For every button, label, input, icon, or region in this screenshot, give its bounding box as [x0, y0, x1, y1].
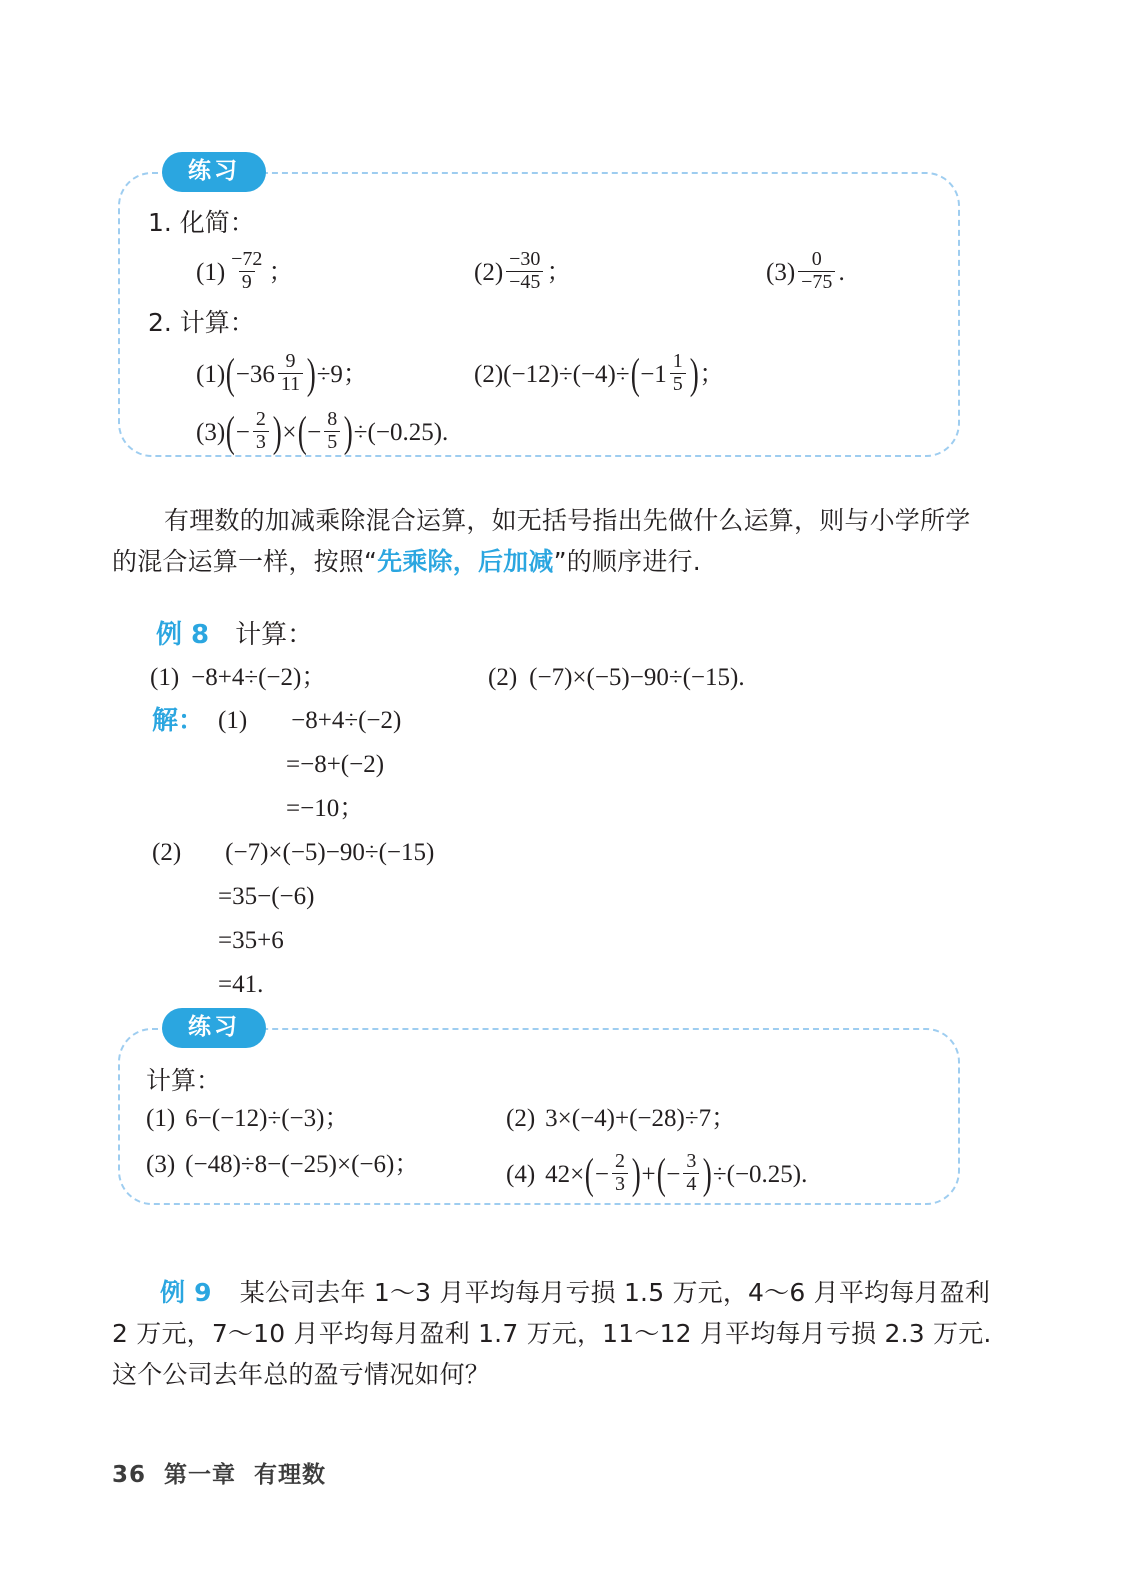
- example8-solution-line-1: [218, 708, 401, 733]
- expression: 6−(−12)÷(−3)；: [185, 1105, 350, 1132]
- example8-solution-line-7: [218, 972, 263, 997]
- expression: (−7)×(−5)−90÷(−15).: [529, 664, 745, 691]
- example9-line-2: 2 万元，7～10 月平均每月盈利 1.7 万元，11～12 月平均每月亏损 2.3 万元.: [112, 1319, 992, 1348]
- item-number: (1): [196, 360, 226, 388]
- practice1-q2-label: [148, 310, 255, 335]
- practice1-q1-item-1: [196, 250, 293, 294]
- practice-badge: 练习: [162, 152, 266, 192]
- fraction-denominator: 3: [612, 1173, 628, 1196]
- fraction-sign: −: [307, 418, 322, 446]
- fraction: [278, 351, 303, 395]
- item-number: (1): [146, 1105, 176, 1132]
- item-number: (1): [196, 258, 226, 286]
- close-paren: ): [272, 408, 282, 457]
- paragraph-highlight: 先乘除，后加减: [377, 547, 554, 576]
- page-footer: [112, 1456, 326, 1489]
- practice1-q2-item-3: [196, 408, 449, 457]
- practice1-q1-item-3: [766, 250, 845, 294]
- fraction-sign: −: [666, 1160, 681, 1188]
- fraction-denominator: 11: [278, 373, 303, 396]
- fraction-numerator: 3: [686, 1150, 697, 1172]
- practice2-item-2: [506, 1106, 736, 1131]
- fraction-numerator: 9: [285, 350, 296, 372]
- item-number: (3): [146, 1151, 176, 1178]
- practice2-item-4: [506, 1150, 808, 1199]
- page-number: 36: [112, 1462, 147, 1488]
- expression: (−7)×(−5)−90÷(−15): [225, 839, 435, 866]
- expression-lead: 42×: [545, 1160, 585, 1188]
- q1-label-text: 1. 化简：: [148, 208, 255, 237]
- fraction: [612, 1151, 628, 1195]
- chapter-name: 第一章: [164, 1462, 237, 1488]
- example8-prompt: 计算：: [235, 620, 314, 650]
- fraction: [670, 351, 686, 395]
- fraction-numerator: −72: [231, 248, 263, 270]
- practice-badge: 练习: [162, 1008, 266, 1048]
- practice1-q1-label: [148, 210, 255, 235]
- example9-line-1: 某公司去年 1～3 月平均每月亏损 1.5 万元，4～6 月平均每月盈利: [239, 1278, 991, 1307]
- item-number: (2): [506, 1105, 536, 1132]
- open-paren: (: [225, 350, 235, 399]
- fraction-denominator: 9: [239, 271, 255, 294]
- fraction-numerator: 0: [811, 248, 822, 270]
- expression: =−10；: [286, 795, 365, 822]
- close-paren: ): [703, 1150, 713, 1199]
- practice2-prompt-text: 计算：: [146, 1066, 222, 1095]
- example8-solution-line-4: [152, 840, 434, 865]
- item-tail: ÷9；: [316, 360, 368, 388]
- item-number: (3): [196, 418, 226, 446]
- paragraph-line-2a: 的混合运算一样，按照“: [112, 547, 378, 576]
- example8-solution-line-2: [286, 752, 384, 777]
- example8-solution-label: [152, 708, 204, 734]
- close-paren: ): [689, 350, 699, 399]
- fraction-numerator: 1: [672, 350, 683, 372]
- item-number: (2): [474, 360, 504, 388]
- item-tail: ÷(−0.25).: [712, 1160, 808, 1188]
- close-paren: ): [631, 1150, 641, 1199]
- mixed-whole: −1: [640, 360, 667, 388]
- open-paren: (: [630, 350, 640, 399]
- fraction: [228, 249, 265, 293]
- fraction-sign: −: [235, 418, 250, 446]
- fraction-numerator: 2: [255, 408, 266, 430]
- item-number: (4): [506, 1160, 536, 1188]
- open-paren: (: [656, 1150, 666, 1199]
- practice1-q1-item-2: [474, 250, 571, 294]
- expression: =41.: [218, 971, 264, 998]
- expression: −8+4÷(−2)；: [191, 664, 327, 691]
- practice1-q2-item-2: [474, 350, 725, 399]
- expression: −8+4÷(−2): [291, 707, 402, 734]
- fraction-numerator: 8: [327, 408, 338, 430]
- expression: =−8+(−2): [286, 751, 385, 778]
- example8-problem-2: [488, 665, 745, 690]
- example9-label: 例 9: [160, 1278, 212, 1307]
- fraction: [683, 1151, 699, 1195]
- item-number: (2): [152, 839, 182, 866]
- body-paragraph: [112, 500, 1012, 582]
- fraction-numerator: 2: [614, 1150, 625, 1172]
- expression-lead: (−12)÷(−4)÷: [503, 360, 630, 388]
- fraction: [253, 409, 269, 453]
- example9-block: [112, 1272, 1022, 1395]
- example8-header: [156, 622, 313, 648]
- operator: +: [641, 1160, 656, 1188]
- operator: ×: [282, 418, 297, 446]
- item-tail: ；: [546, 258, 572, 286]
- fraction-denominator: 5: [670, 373, 686, 396]
- example8-label: 例 8: [156, 620, 210, 650]
- open-paren: (: [225, 408, 235, 457]
- example8-solution-line-5: [218, 884, 314, 909]
- close-paren: ): [343, 408, 354, 457]
- fraction-denominator: 5: [324, 431, 340, 454]
- item-number: (3): [766, 258, 796, 286]
- practice2-item-3: [146, 1152, 419, 1177]
- example8-problem-1: [150, 665, 326, 690]
- open-paren: (: [297, 408, 307, 457]
- expression: 3×(−4)+(−28)÷7；: [545, 1105, 737, 1132]
- mixed-whole: −36: [235, 360, 275, 388]
- item-tail: .: [838, 258, 845, 286]
- fraction-numerator: −30: [509, 248, 541, 270]
- chapter-topic: 有理数: [254, 1462, 327, 1488]
- example9-line-3: 这个公司去年总的盈亏情况如何？: [112, 1360, 491, 1389]
- practice2-item-1: [146, 1106, 349, 1131]
- fraction-denominator: −45: [506, 271, 543, 294]
- practice1-q2-item-1: [196, 350, 368, 399]
- item-number: (2): [474, 258, 504, 286]
- fraction-denominator: 4: [683, 1173, 699, 1196]
- fraction: [798, 249, 835, 293]
- item-tail: ；: [268, 258, 294, 286]
- practice2-prompt: [146, 1068, 221, 1093]
- open-paren: (: [585, 1150, 595, 1199]
- fraction-denominator: 3: [253, 431, 269, 454]
- fraction-sign: −: [594, 1160, 609, 1188]
- fraction: [506, 249, 543, 293]
- item-tail: ÷(−0.25).: [353, 418, 449, 446]
- example8-solution-line-6: [218, 928, 284, 953]
- expression: (−48)÷8−(−25)×(−6)；: [185, 1151, 420, 1178]
- solution-label-text: 解：: [152, 706, 205, 736]
- fraction: [324, 409, 340, 453]
- fraction-denominator: −75: [798, 271, 835, 294]
- expression: =35+6: [218, 927, 284, 954]
- item-number: (2): [488, 664, 518, 691]
- item-tail: ；: [699, 360, 725, 388]
- paragraph-line-2b: ”的顺序进行.: [553, 547, 701, 576]
- item-number: (1): [218, 707, 248, 734]
- close-paren: ): [306, 350, 316, 399]
- paragraph-line-1: 有理数的加减乘除混合运算，如无括号指出先做什么运算，则与小学所学: [164, 506, 971, 535]
- q2-label-text: 2. 计算：: [148, 308, 255, 337]
- example8-solution-line-3: [286, 796, 364, 821]
- expression: =35−(−6): [218, 883, 315, 910]
- item-number: (1): [150, 664, 180, 691]
